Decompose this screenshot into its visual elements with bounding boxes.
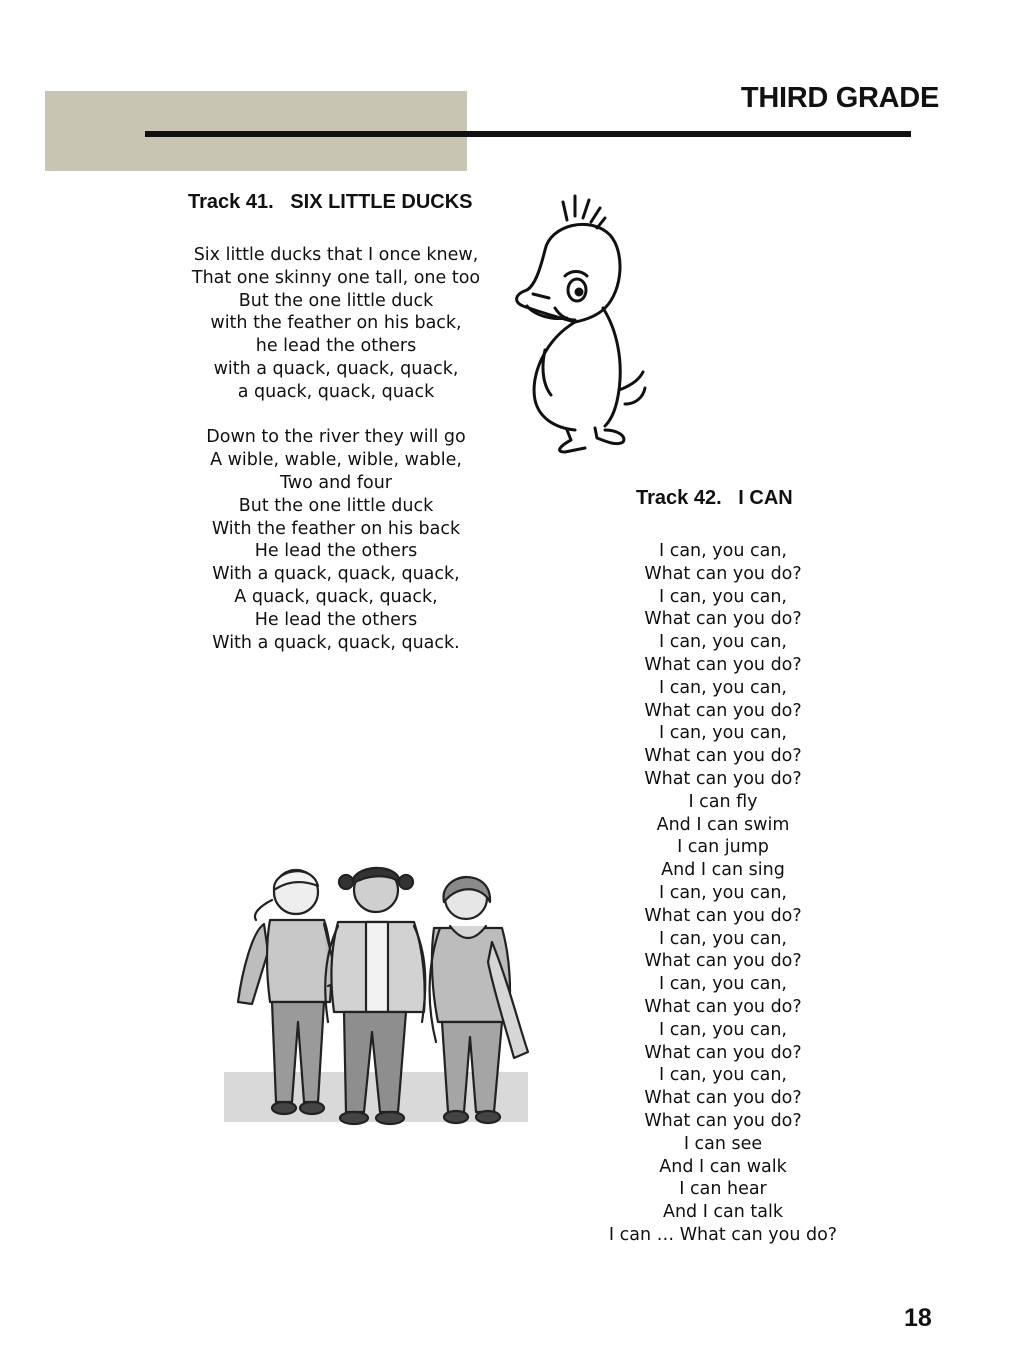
lyric-line: What can you do? xyxy=(644,996,802,1017)
lyric-line: Six little ducks that I once knew, xyxy=(193,245,479,265)
lyric-line: I can, you can, xyxy=(658,1065,787,1086)
lyric-line: And I can swim xyxy=(656,814,790,835)
lyric-line: He lead the others xyxy=(254,609,418,630)
lyric-line: he lead the others xyxy=(255,336,417,357)
lyric-line: I can jump xyxy=(677,837,769,858)
lyric-line: with a quack, quack, quack, xyxy=(213,358,459,379)
lyric-line: I can … What can you do? xyxy=(608,1224,838,1245)
duck-illustration xyxy=(505,190,650,455)
lyric-line: I can fly xyxy=(688,791,758,812)
verse-gap xyxy=(176,404,496,427)
lyric-line: What can you do? xyxy=(644,563,802,584)
lyric-line: And I can talk xyxy=(662,1202,784,1223)
lyric-line: I can, you can, xyxy=(658,882,787,903)
verse-2 xyxy=(176,426,496,654)
lyric-line: I can, you can, xyxy=(658,974,787,995)
lyric-line: with the feather on his back, xyxy=(210,313,462,334)
lyric-line: And I can sing xyxy=(661,860,785,881)
lyric-line: With a quack, quack, quack. xyxy=(212,632,460,653)
page-title: THIRD GRADE xyxy=(740,82,939,114)
track-41-lyrics xyxy=(176,244,496,654)
lyric-line: I can hear xyxy=(679,1179,767,1200)
lyric-line: What can you do? xyxy=(644,654,802,675)
page-number: 18 xyxy=(904,1304,932,1332)
lyric-line: What can you do? xyxy=(644,746,802,767)
lyric-line: I can see xyxy=(683,1133,763,1154)
lyric-line: What can you do? xyxy=(644,905,802,926)
lyric-line: I can, you can, xyxy=(658,928,787,949)
lyric-line: That one skinny one tall, one too xyxy=(191,267,481,288)
lyric-line: But the one little duck xyxy=(238,290,434,311)
lyric-line: What can you do? xyxy=(644,700,802,721)
lyric-line: a quack, quack, quack xyxy=(237,381,435,402)
lyric-line: I can, you can, xyxy=(658,632,787,653)
lyric-line: What can you do? xyxy=(644,768,802,789)
lyric-line: What can you do? xyxy=(644,1088,802,1109)
lyric-line: Down to the river they will go xyxy=(206,427,466,448)
lyric-line: What can you do? xyxy=(644,1042,802,1063)
lyric-line: A wible, wable, wible, wable, xyxy=(210,450,462,471)
lyric-line: With a quack, quack, quack, xyxy=(212,564,460,585)
lyric-line: What can you do? xyxy=(644,609,802,630)
lyric-line: I can, you can, xyxy=(658,723,787,744)
lyric-line: But the one little duck xyxy=(238,495,434,516)
track-42-lyrics xyxy=(578,540,868,1247)
lyric-line: And I can walk xyxy=(659,1156,787,1177)
verse-1 xyxy=(176,244,496,404)
track-42-title: Track 42. I CAN xyxy=(636,487,793,509)
track-41-title: Track 41. SIX LITTLE DUCKS xyxy=(188,191,473,213)
header-rule xyxy=(145,131,911,137)
lyric-line: I can, you can, xyxy=(658,677,787,698)
children-illustration xyxy=(212,862,532,1137)
lyric-line: I can, you can, xyxy=(658,541,787,561)
lyric-line: What can you do? xyxy=(644,1110,802,1131)
lyric-line: With the feather on his back xyxy=(211,518,461,539)
lyric-line: He lead the others xyxy=(254,541,418,562)
lyric-line: I can, you can, xyxy=(658,1019,787,1040)
lyric-line: I can, you can, xyxy=(658,586,787,607)
lyric-line: Two and four xyxy=(279,472,392,493)
lyric-line: A quack, quack, quack, xyxy=(234,586,438,607)
lyric-line: What can you do? xyxy=(644,951,802,972)
